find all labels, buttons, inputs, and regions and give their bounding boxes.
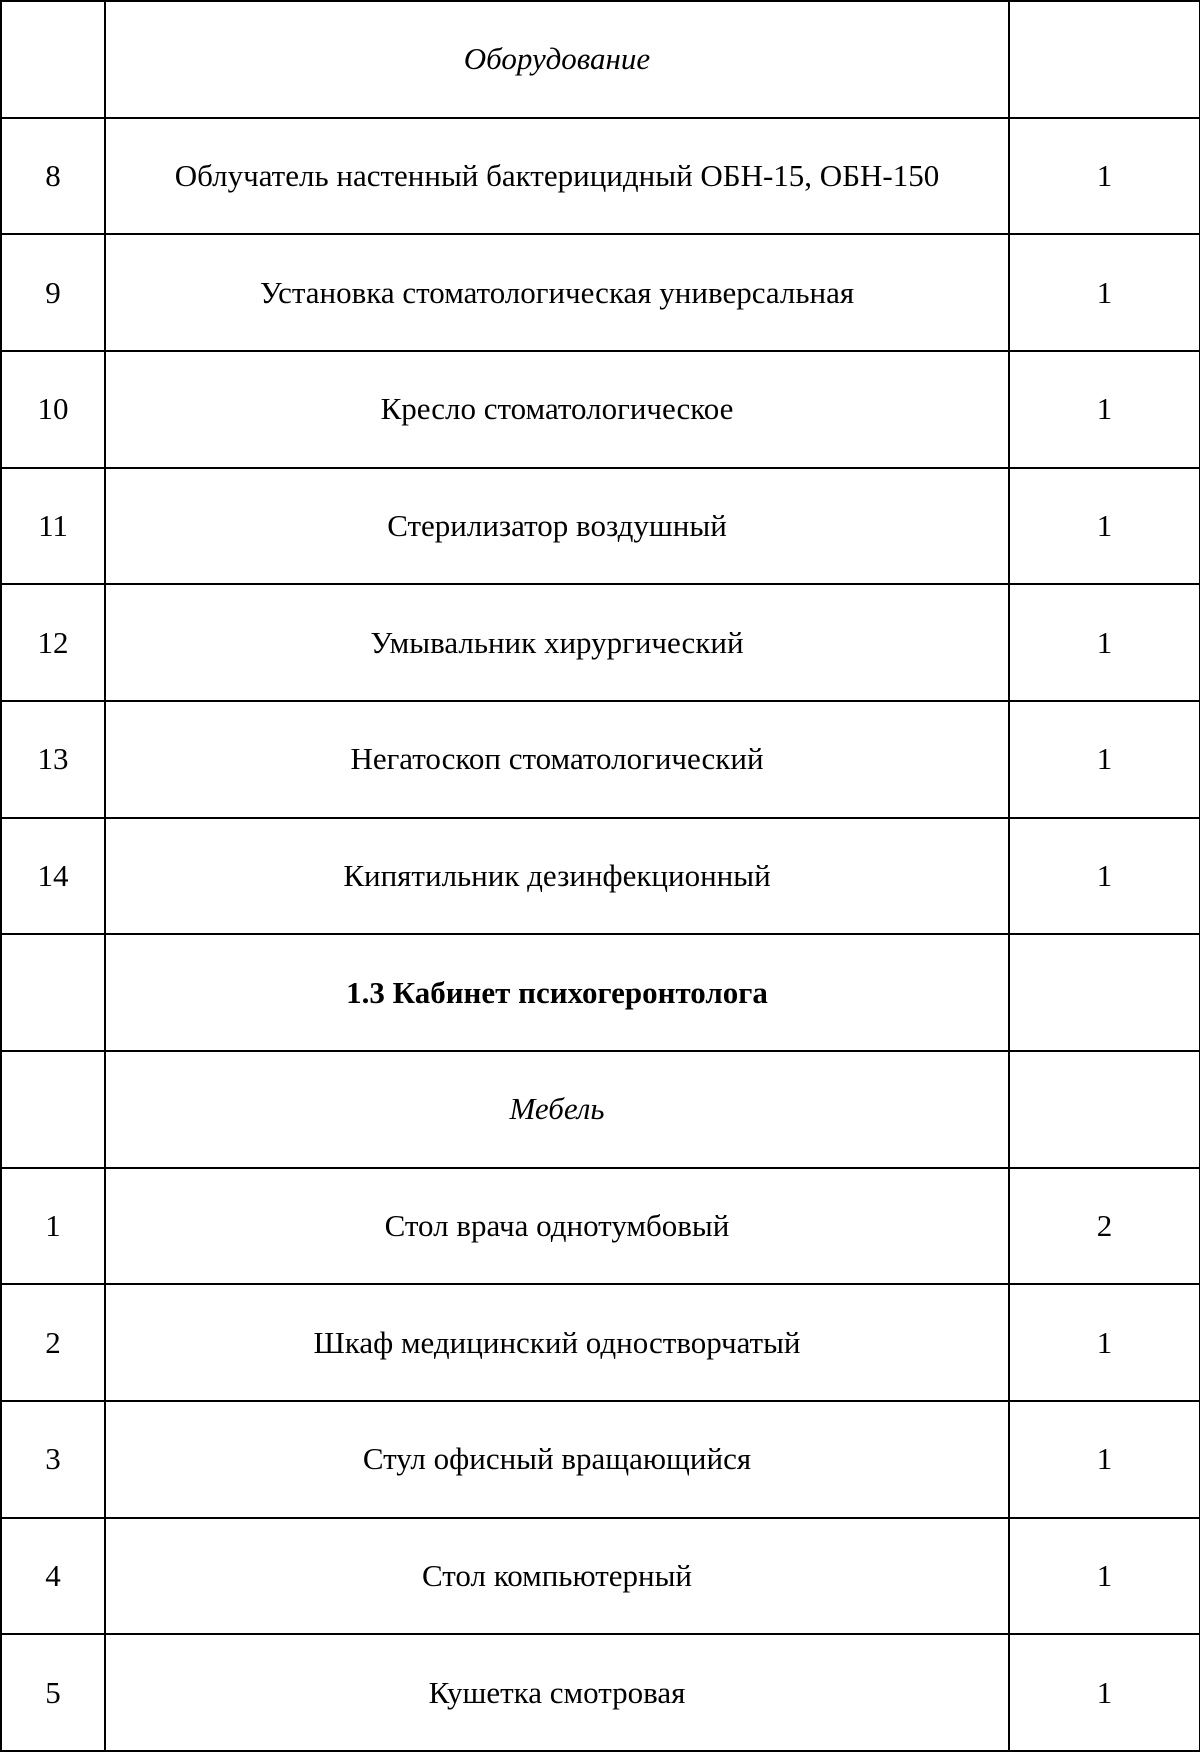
quantity-cell: 1 [1009,118,1200,235]
row-number-cell: 9 [1,234,105,351]
item-name-cell: Негатоскоп стоматологический [105,701,1009,818]
item-name-cell: Кушетка смотровая [105,1634,1009,1751]
row-number-cell: 5 [1,1634,105,1751]
row-number-cell: 1 [1,1168,105,1285]
item-name-cell: Кипятильник дезинфекционный [105,818,1009,935]
item-name-cell: Стол компьютерный [105,1518,1009,1635]
row-number-cell [1,1,105,118]
row-number-cell: 4 [1,1518,105,1635]
quantity-cell: 1 [1009,351,1200,468]
quantity-cell: 1 [1009,234,1200,351]
table-row [1,701,1200,818]
row-number-cell: 11 [1,468,105,585]
item-name-cell: Облучатель настенный бактерицидный ОБН-15, ОБН-150 [105,118,1009,235]
row-number-cell: 3 [1,1401,105,1518]
subheader-row [1,1,1200,118]
item-name-cell: 1.3 Кабинет психогеронтолога [105,934,1009,1051]
table-body [1,1,1200,1751]
row-number-cell [1,1051,105,1168]
table-row [1,1634,1200,1751]
table-row [1,234,1200,351]
row-number-cell: 2 [1,1284,105,1401]
table-row [1,1401,1200,1518]
item-name-cell: Шкаф медицинский одностворчатый [105,1284,1009,1401]
item-name-cell: Оборудование [105,1,1009,118]
item-name-cell: Стерилизатор воздушный [105,468,1009,585]
table-row [1,118,1200,235]
table-row [1,351,1200,468]
row-number-cell: 10 [1,351,105,468]
quantity-cell: 2 [1009,1168,1200,1285]
quantity-cell: 1 [1009,1284,1200,1401]
quantity-cell: 1 [1009,701,1200,818]
row-number-cell: 12 [1,584,105,701]
quantity-cell [1009,1,1200,118]
row-number-cell: 8 [1,118,105,235]
quantity-cell [1009,1051,1200,1168]
section-header-row [1,934,1200,1051]
table-row [1,818,1200,935]
item-name-cell: Умывальник хирургический [105,584,1009,701]
item-name-cell: Стол врача однотумбовый [105,1168,1009,1285]
quantity-cell: 1 [1009,1518,1200,1635]
quantity-cell: 1 [1009,818,1200,935]
item-name-cell: Установка стоматологическая универсальная [105,234,1009,351]
table-row [1,1518,1200,1635]
quantity-cell: 1 [1009,1634,1200,1751]
item-name-cell: Стул офисный вращающийся [105,1401,1009,1518]
table-row [1,584,1200,701]
table-row [1,1284,1200,1401]
item-name-cell: Кресло стоматологическое [105,351,1009,468]
row-number-cell: 13 [1,701,105,818]
quantity-cell: 1 [1009,468,1200,585]
table-row [1,468,1200,585]
table-row [1,1168,1200,1285]
item-name-cell: Мебель [105,1051,1009,1168]
row-number-cell [1,934,105,1051]
quantity-cell [1009,934,1200,1051]
row-number-cell: 14 [1,818,105,935]
subheader-row [1,1051,1200,1168]
quantity-cell: 1 [1009,1401,1200,1518]
quantity-cell: 1 [1009,584,1200,701]
